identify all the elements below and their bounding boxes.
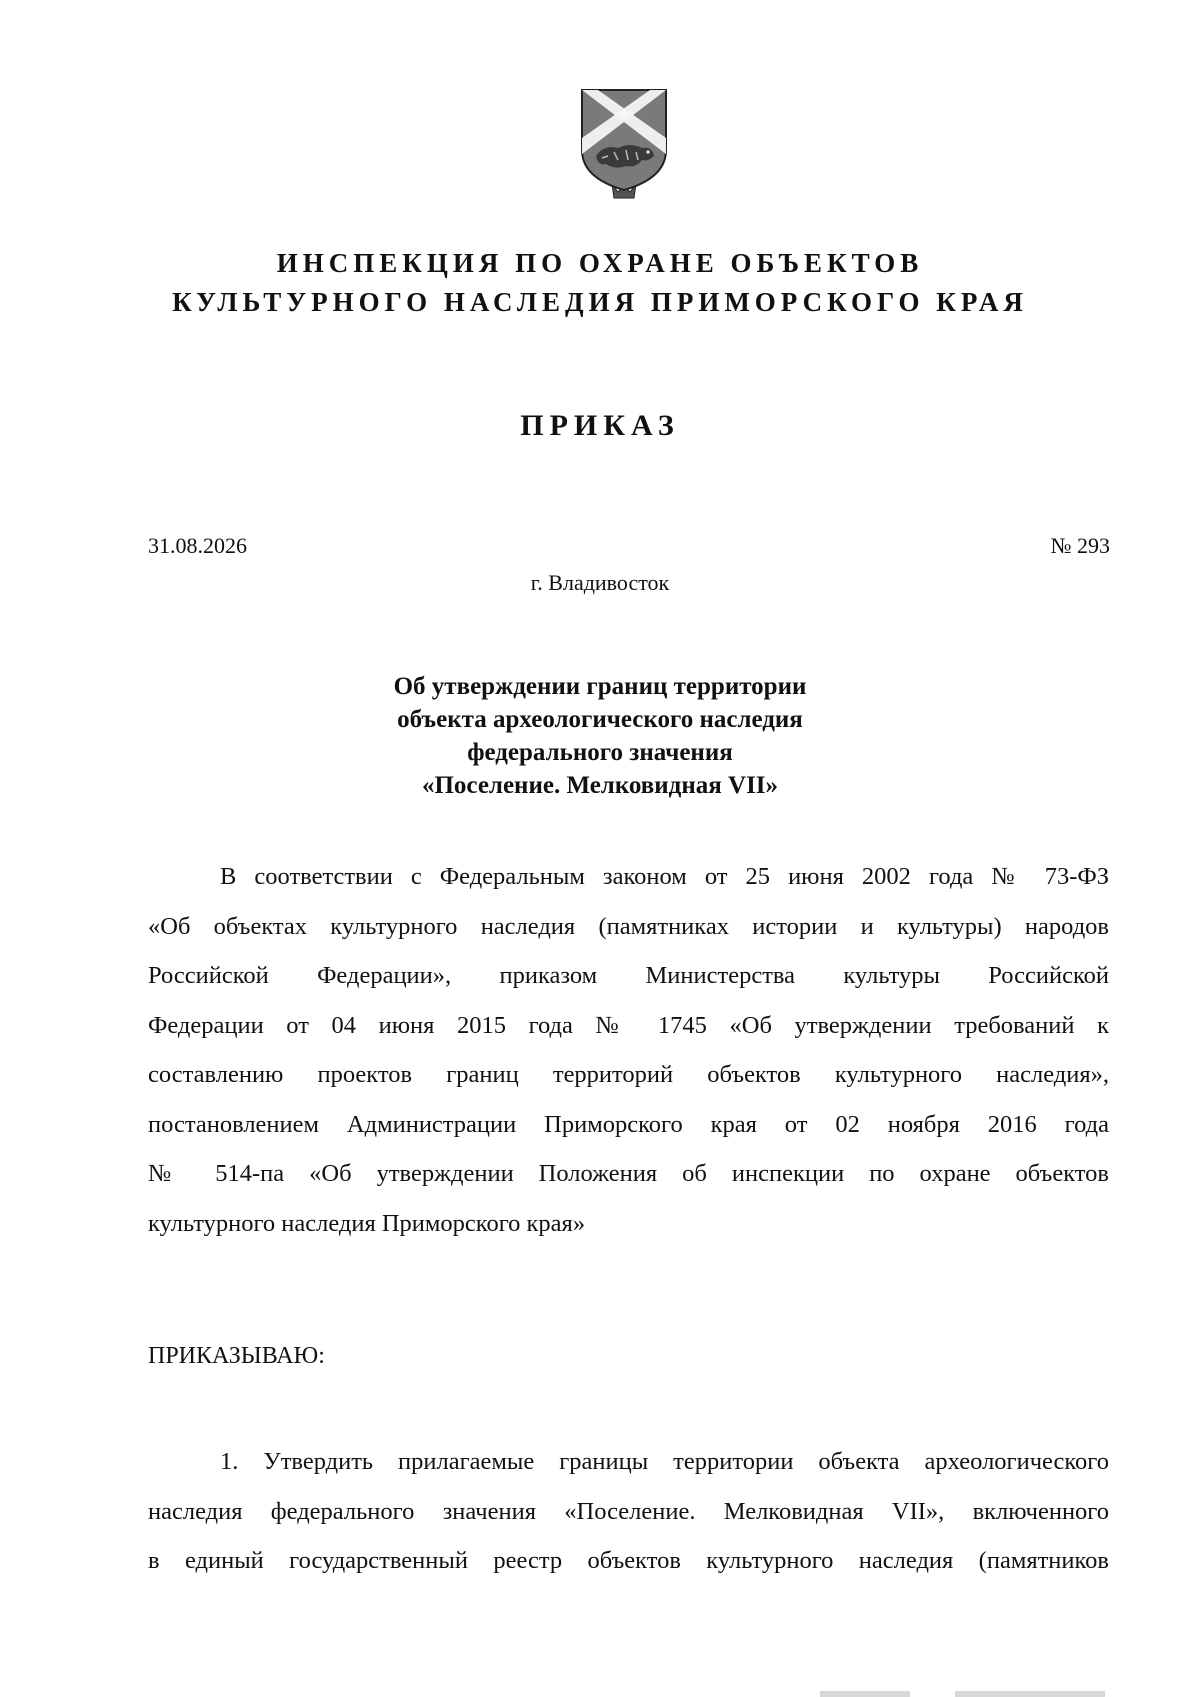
organization-name-line-1: ИНСПЕКЦИЯ ПО ОХРАНЕ ОБЪЕКТОВ <box>276 248 924 278</box>
order-item-line: в единый государственный реестр объектов культурного наследия (памятников <box>148 1547 1109 1574</box>
scan-artifact <box>820 1691 910 1697</box>
orders-label: ПРИКАЗЫВАЮ: <box>148 1343 325 1369</box>
order-item-line: наследия федерального значения «Поселение. Мелковидная VII», включенного <box>148 1497 1109 1525</box>
document-type: ПРИКАЗ <box>520 409 680 442</box>
order-item-1 <box>148 1437 1109 1586</box>
title-line: Об утверждении границ территории <box>393 673 807 700</box>
document-date: 31.08.2026 <box>148 533 247 558</box>
title-line: «Поселение. Мелковидная VII» <box>421 772 779 799</box>
scan-artifact <box>955 1691 1105 1697</box>
organization-name-line-2: КУЛЬТУРНОГО НАСЛЕДИЯ ПРИМОРСКОГО КРАЯ <box>172 287 1028 317</box>
preamble-line: культурного наследия Приморского края» <box>148 1209 586 1237</box>
preamble-line: постановлением Администрации Приморского края от 02 ноября 2016 года <box>148 1110 1109 1138</box>
preamble-line: № 514-па «Об утверждении Положения об инспекции по охране объектов <box>148 1160 1109 1187</box>
order-item-line: 1. Утвердить прилагаемые границы территории объекта археологического <box>220 1448 1109 1475</box>
document-city: г. Владивосток <box>530 570 670 595</box>
preamble-line: В соответствии с Федеральным законом от 25 июня 2002 года № 73-ФЗ <box>220 863 1109 890</box>
title-line: объекта археологического наследия <box>397 706 803 733</box>
preamble-line: составлению проектов границ территорий объектов культурного наследия», <box>148 1061 1109 1088</box>
primorsky-krai-coat-of-arms-icon <box>578 86 670 202</box>
preamble-line: Федерации от 04 июня 2015 года № 1745 «Об утверждении требований к <box>148 1011 1109 1039</box>
document-title <box>0 670 1200 802</box>
title-line: федерального значения <box>467 739 733 766</box>
preamble-paragraph <box>148 852 1109 1248</box>
preamble-line: Российской Федерации», приказом Министерства культуры Российской <box>148 962 1109 989</box>
preamble-line: «Об объектах культурного наследия (памятниках истории и культуры) народов <box>148 912 1109 940</box>
document-number: № 293 <box>1050 533 1110 558</box>
